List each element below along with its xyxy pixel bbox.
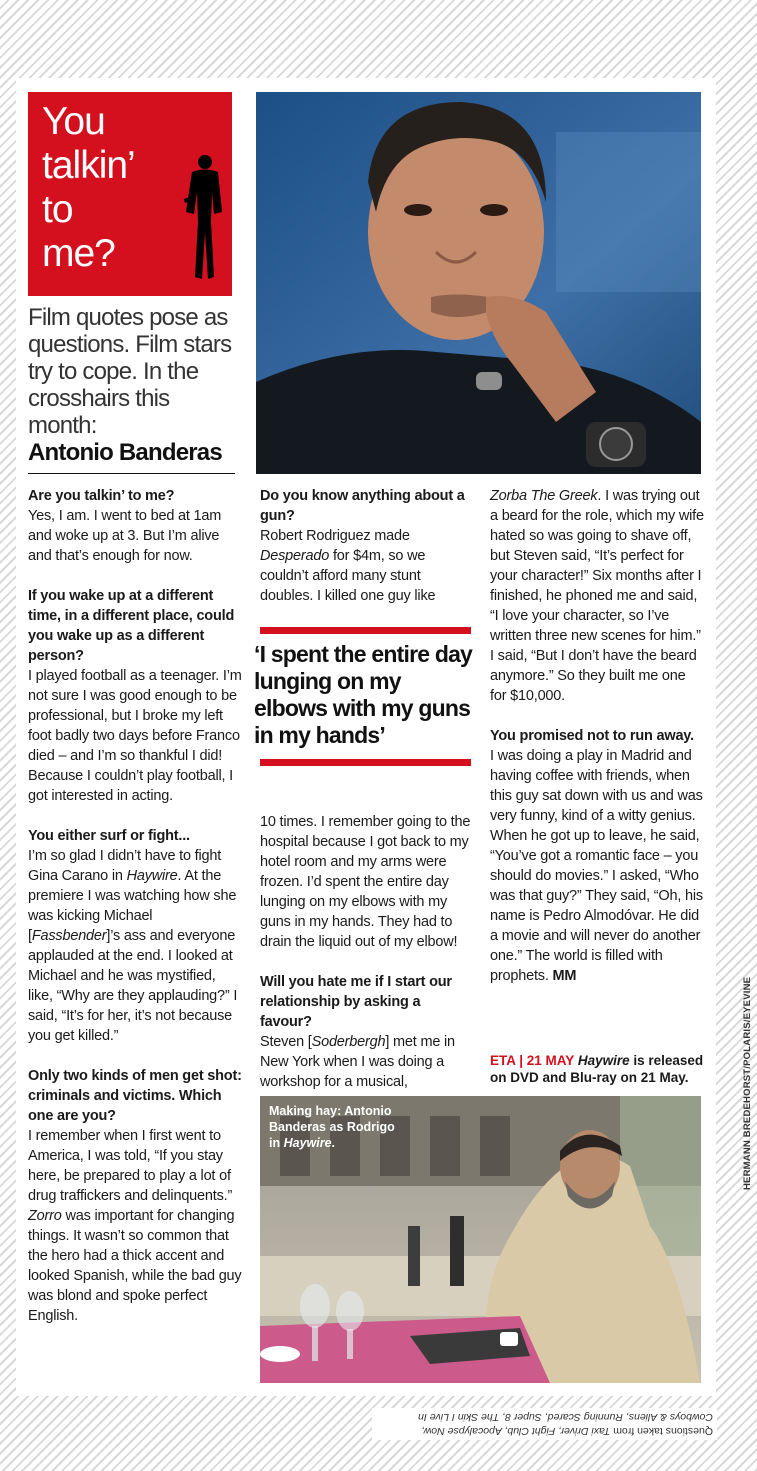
caption-end: .	[331, 1136, 336, 1150]
title-line: to	[42, 188, 73, 231]
qa-item	[260, 972, 475, 1092]
answer-part: I’m so glad I didn’t have to fight Gina Carano in	[28, 848, 222, 884]
question: You promised not to run away.	[490, 728, 694, 744]
answer-part: . At the premiere I was watching how she was kicking Michael [	[28, 868, 237, 944]
intro-text	[28, 304, 238, 466]
qa-item	[28, 1066, 244, 1326]
footnote	[372, 1408, 717, 1440]
caption-text: Making hay: Antonio Banderas as Rodrigo in	[269, 1104, 395, 1150]
divider	[28, 473, 235, 474]
column-2-top	[260, 486, 475, 626]
film-title: Zorro	[28, 1208, 62, 1224]
qa-item	[28, 826, 244, 1046]
answer-part: . I was trying out a beard for the role, which my wife hated so was going to shave off, but Steven said, “It’s perfect for your character!” Six months after I finished, he phoned me and said, “I love your character, so I’ve written three new scenes for him.” I said, “But I don’t have the beard anymore.” So they built me one for $10,000.	[490, 488, 704, 704]
answer-part: ] met me in New York when I was doing a workshop for a musical,	[260, 1034, 455, 1090]
answer-part: was important for changing things. It wasn’t so common that the hero had a thick accent and looked Spanish, while the bad guy was blond and spoke perfect English.	[28, 1208, 242, 1324]
film-title: Haywire	[126, 868, 178, 884]
column-3	[490, 486, 705, 1006]
page-title	[42, 100, 135, 276]
title-line: You	[42, 100, 105, 143]
title-line: me?	[42, 232, 115, 275]
portrait-photo	[256, 92, 701, 474]
qa-item	[260, 486, 475, 606]
film-title: Zorba The Greek	[490, 488, 598, 504]
author-sign: MM	[552, 968, 577, 984]
answer: I played football as a teenager. I’m not sure I was good enough to be professional, but I broke my left foot badly two days before Franco died – and I’m so thankful I did! Because I couldn’t play football, I got interested in acting.	[28, 668, 242, 804]
answer: I was doing a play in Madrid and having coffee with friends, when this guy sat down with us and was very funny, kind of a witty genius. When he got up to leave, he said, “You’ve got a romantic face – you should do movies.” I asked, “Who was that guy?” They said, “Oh, his name is Pedro Almodóvar. He did a movie and will never do another one.” The world is filled with prophets.	[490, 748, 703, 984]
director-name: Soderbergh	[311, 1034, 386, 1050]
question: Are you talkin’ to me?	[28, 488, 175, 504]
question: Only two kinds of men get shot: criminals and victims. Which one are you?	[28, 1068, 242, 1124]
portrait-illustration	[256, 92, 701, 474]
question: Will you hate me if I start our relationship by asking a favour?	[260, 974, 452, 1030]
interviewee-name: Antonio Banderas	[28, 439, 222, 466]
qa-continuation	[260, 812, 475, 952]
answer: Yes, I am. I went to bed at 1am and woke up at 3. But I’m alive and that’s enough for now.	[28, 508, 222, 564]
column-2-bottom	[260, 812, 475, 1112]
answer-part: Robert Rodriguez made	[260, 528, 410, 544]
answer-part: Steven [	[260, 1034, 312, 1050]
film-title: Haywire	[283, 1136, 332, 1150]
answer: 10 times. I remember going to the hospital because I got back to my hotel room and my arms were frozen. I’d spent the entire day lunging on my elbows with my guns in my hands. They had to drain the liquid out of my elbow!	[260, 814, 471, 950]
photo-caption	[269, 1103, 399, 1151]
footnote-films: Taxi Driver, Fight Club, Apocalypse Now, Cowboys & Aliens, Running Scared, Super 8, The Skin I Live In	[418, 1411, 713, 1437]
qa-item	[28, 486, 244, 566]
eta-label: ETA | 21 MAY	[490, 1053, 575, 1068]
qa-item	[28, 586, 244, 806]
film-title: Haywire	[577, 1053, 630, 1068]
pull-quote-rule	[260, 759, 471, 766]
actor-name: Fassbender	[31, 928, 107, 944]
title-line: talkin’	[42, 144, 135, 187]
photo-credit: HERMANN BREDEHORST/POLARIS/EYEVINE	[742, 976, 753, 1190]
man-silhouette-icon	[178, 152, 228, 282]
pull-quote-rule	[260, 627, 471, 634]
pull-quote-text: ‘I spent the entire day lunging on my elbows with my guns in my hands’	[254, 641, 473, 748]
qa-continuation	[490, 486, 705, 706]
column-1	[28, 486, 244, 1346]
eta-text: is released on DVD and Blu-ray on 21 May.	[490, 1053, 704, 1085]
release-info	[490, 1052, 705, 1086]
qa-item	[490, 726, 705, 986]
answer-part: I remember when I first went to America, I was told, “If you stay here, be prepared to play a lot of drug traffickers and delinquents.”	[28, 1128, 233, 1204]
question: If you wake up at a different time, in a different place, could you wake up as a different person?	[28, 588, 235, 664]
intro-standfirst: Film quotes pose as questions. Film stars try to cope. In the crosshairs this month:	[28, 304, 232, 439]
footnote-lead: Questions taken from	[610, 1425, 713, 1437]
answer-part: ]’s ass and everyone applauded at the end. I looked at Michael and he was mystified, like, “Why are they applauding?” I said, “It’s for her, it’s not because you get killed.”	[28, 928, 238, 1044]
title-box	[28, 92, 232, 296]
film-title: Desperado	[260, 548, 330, 564]
answer-part: for $4m, so we couldn’t afford many stunt doubles. I killed one guy like	[260, 548, 436, 604]
question: You either surf or fight...	[28, 828, 190, 844]
question: Do you know anything about a gun?	[260, 488, 465, 524]
pull-quote	[254, 627, 473, 767]
